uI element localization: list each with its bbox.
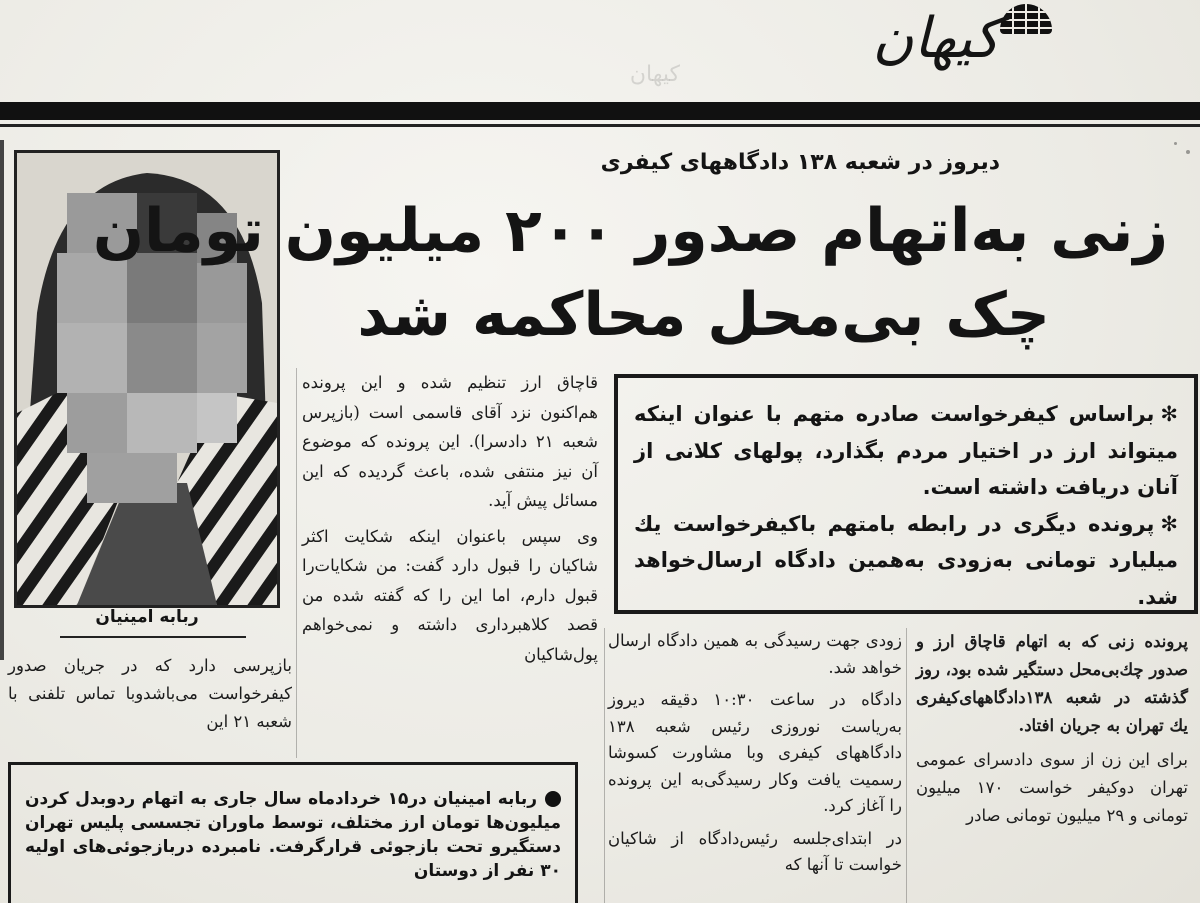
article-column-right <box>916 628 1188 836</box>
column-divider <box>296 368 297 758</box>
faded-masthead-text: کیهان <box>629 62 680 87</box>
summary-box <box>614 374 1198 614</box>
paragraph: وی سپس باعنوان اینکه شکایت اکثر شاکیان را قبول دارد گفت: من شکایات‌را قبول دارم، اما این را که گفته شده من قصد کلاهبرداری داشته و نمی‌خواهم پول‌شاکیان <box>302 526 598 664</box>
masthead-thin-rule <box>0 124 1200 127</box>
print-speck <box>1174 142 1177 145</box>
column-divider <box>906 628 907 903</box>
paragraph: برای این زن از سوی دادسرای عمومی تهران دوکیفر خواست ۱۷۰ میلیون تومانی و ۲۹ میلیون تومانی صادر <box>916 750 1188 825</box>
article-kicker: دیروز در شعبه ۱۳۸ دادگاههای کیفری <box>600 150 1000 175</box>
summary-point: ✻براساس کیفرخواست صادره متهم با عنوان اینکه میتواند ارز در اختیار مردم بگذارد، پولهای کلانی از آنان دریافت داشته است. <box>634 396 1178 506</box>
article-column-middle-bottom <box>608 628 902 885</box>
globe-logo-icon <box>1000 4 1052 34</box>
column-divider <box>604 628 605 903</box>
article-column-left: بازپرسی دارد که در جریان صدور کیفرخواست می‌باشدوبا تماس تلفنی با شعبه ۲۱ این <box>8 656 292 731</box>
paragraph: دادگاه در ساعت ۱۰:۳۰ دقیقه دیروز به‌ریاست نوروزی رئیس شعبه ۱۳۸ دادگاههای کیفری وبا مشاورت کسوشا رسمیت یافت وکار رسیدگی‌به این پرونده را آغاز کرد. <box>608 690 902 815</box>
summary-point: ✻پرونده دیگری در رابطه بامتهم باکیفرخواست یك میلیارد تومانی به‌زودی به‌همین دادگاه ارسال‌خواهد شد. <box>634 506 1178 616</box>
paragraph: در ابتدای‌جلسه رئیس‌دادگاه از شاکیان خواست تا آنها که <box>608 828 902 874</box>
headline-line-1: زنی به‌اتهام صدور ۲۰۰ میلیون تومان <box>92 196 1168 266</box>
paragraph: قاچاق ارز تنظیم شده و این پرونده هم‌اکنون نزد آقای قاسمی است (بازپرس شعبه ۲۱ دادسرا). این پرونده که موضوع آن نیز منتفی شده، باعث گردیده که این مسائل پیش آید. <box>302 373 598 510</box>
bullet-icon <box>545 791 561 807</box>
paragraph: زودی جهت رسیدگی به همین دادگاه ارسال خواهد شد. <box>608 631 902 677</box>
sidebar-box <box>8 762 578 903</box>
photo-caption: ربابه امینیان <box>95 607 199 627</box>
lead-paragraph: پرونده زنی که به اتهام قاچاق ارز و صدور چك‌بی‌محل دستگیر شده بود، روز گذشته در شعبه ۱۳۸دادگاههای‌کیفری یك تهران به جریان افتاد. <box>916 632 1188 735</box>
article-column-middle-top <box>302 368 598 675</box>
print-speck <box>1186 150 1190 154</box>
sidebar-text: ربابه امینیان در۱۵ خردادماه سال جاری به اتهام ردوبدل کردن میلیون‌ها تومان ارز مختلف، توسط ماوران تجسسی پلیس تهران دستگیرو تحت بازجوئی قرارگرفت. نامبرده دربازجوئی‌های اولیه ۳۰ نفر از دوستان <box>25 789 561 881</box>
page-edge <box>0 140 4 660</box>
caption-rule <box>60 636 246 638</box>
masthead-rule <box>0 102 1200 120</box>
headline-line-2: چک بی‌محل محاکمه شد <box>357 280 1050 350</box>
asterisk-icon: ✻ <box>1160 402 1178 426</box>
asterisk-icon: ✻ <box>1160 511 1178 536</box>
newspaper-logo: کیهان <box>872 6 1000 71</box>
